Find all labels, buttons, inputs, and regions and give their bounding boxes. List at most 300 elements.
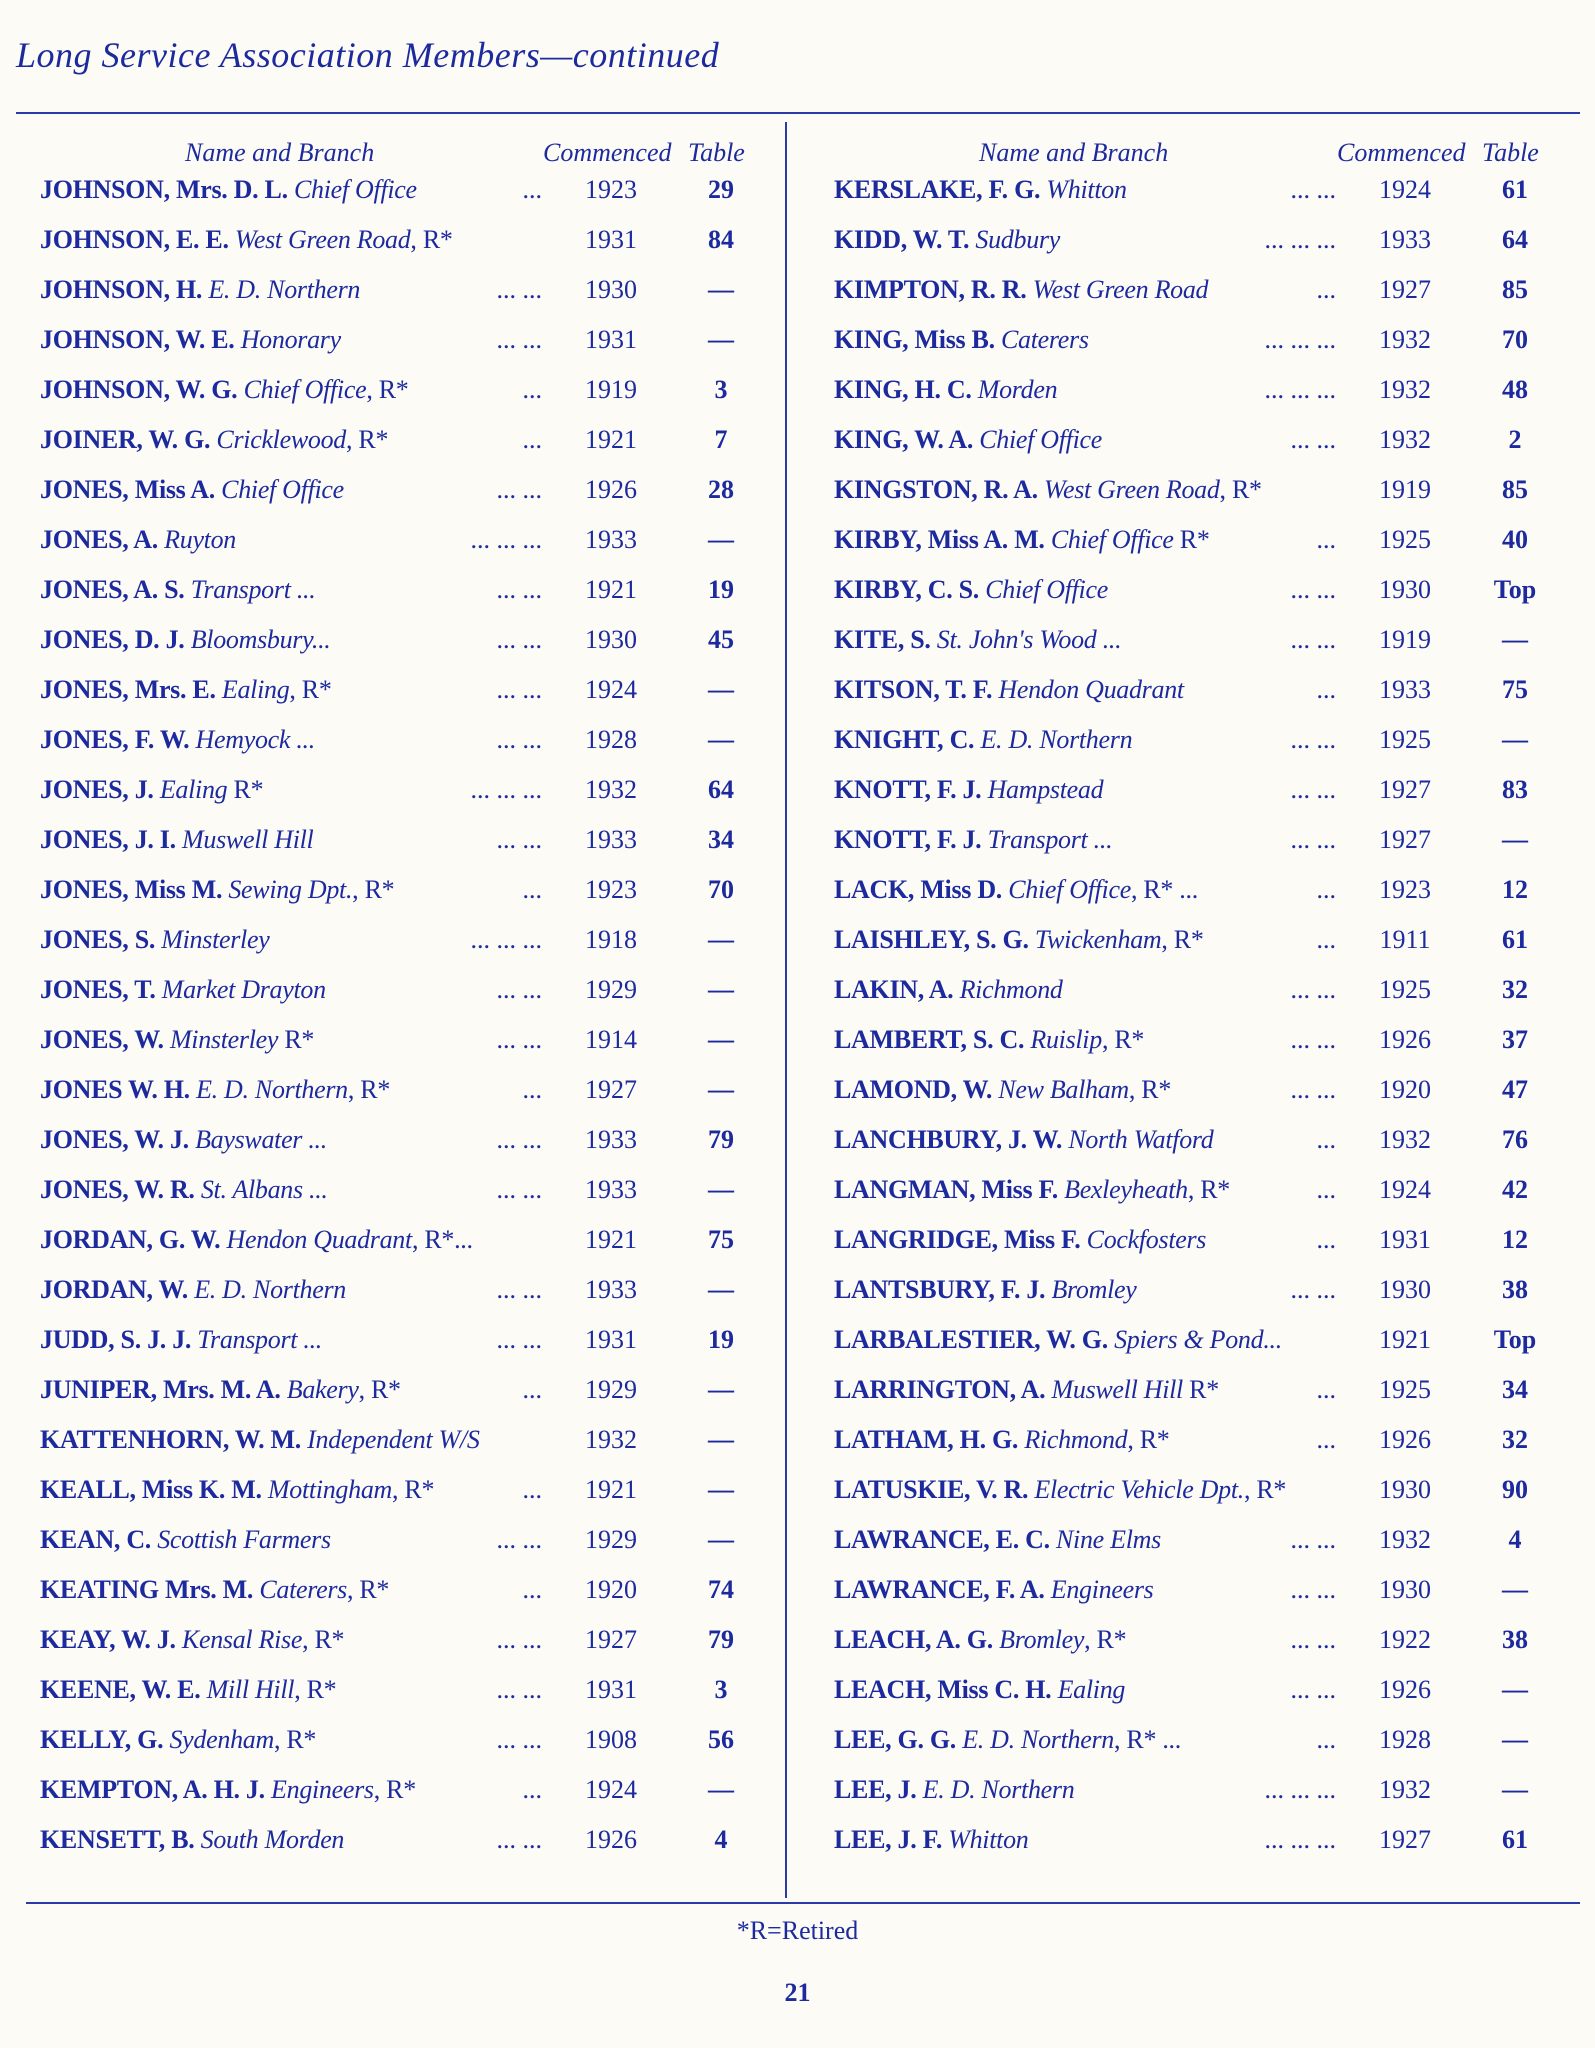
name-branch-cell [40,724,556,756]
table-number: 84 [708,225,734,254]
member-row [834,474,1574,524]
name-branch [834,424,1102,456]
member-name: KIDD, W. T. [834,225,970,254]
leader-dots: ... ... [496,1125,542,1154]
member-name: LAKIN, A. [834,975,954,1004]
name-branch-cell [834,1174,1350,1206]
year-commenced: 1930 [585,275,637,304]
retired-marker: , R* [392,1475,435,1504]
retired-marker: , R* [1161,925,1204,954]
leader-dots: ... [522,175,542,204]
member-name: KATTENHORN, W. M. [40,1425,301,1454]
table-number: 76 [1502,1125,1528,1154]
year-commenced: 1932 [1379,1775,1431,1804]
member-row [40,624,770,674]
member-row [834,674,1574,724]
name-branch [40,1274,346,1306]
table-number: — [1502,1725,1528,1754]
name-branch-cell [834,624,1350,656]
name-branch-cell [40,424,556,456]
retired-marker: , R* [273,1725,317,1754]
member-row [834,1724,1574,1774]
member-branch: Transport ... [197,1325,323,1354]
year-commenced: 1933 [585,1175,637,1204]
table-number: 32 [1502,1425,1528,1454]
leader-dots: ... ... ... [1264,225,1336,254]
member-branch: St. John's Wood ... [936,625,1122,654]
member-row [40,574,770,624]
name-branch [834,1224,1206,1256]
member-name: LEACH, Miss C. H. [834,1675,1052,1704]
member-row [40,1174,770,1224]
table-number: 38 [1502,1275,1528,1304]
name-branch-cell [40,924,556,956]
leader-dots: ... ... [1290,1675,1336,1704]
year-commenced: 1925 [1379,975,1431,1004]
member-name: LANGRIDGE, Miss F. [834,1225,1081,1254]
member-row [834,624,1574,674]
retired-marker: R* [227,775,264,804]
leader-dots: ... ... [496,1525,542,1554]
member-branch: North Watford [1068,1125,1214,1154]
name-branch [40,874,394,906]
year-commenced: 1930 [1379,1475,1431,1504]
member-name: JONES, F. W. [40,725,190,754]
year-commenced: 1927 [1379,275,1431,304]
member-branch: St. Albans ... [200,1175,328,1204]
retired-marker: , R* [294,1675,337,1704]
name-branch [40,574,315,606]
member-branch: Caterers [1001,325,1089,354]
member-branch: South Morden [200,1825,345,1854]
member-branch: Chief Office [243,375,367,404]
name-branch [40,524,236,556]
name-branch-cell [834,1374,1350,1406]
member-name: JONES, Miss M. [40,875,223,904]
year-commenced: 1931 [1379,1225,1431,1254]
header-table: Table [688,138,745,167]
retired-marker: , R* [373,1775,416,1804]
year-commenced: 1921 [585,575,637,604]
table-number: 85 [1502,475,1528,504]
member-branch: Ruyton [164,525,237,554]
name-branch [834,574,1108,606]
member-row [834,574,1574,624]
leader-dots: ... ... [1290,625,1336,654]
member-branch: Mottingham [267,1475,393,1504]
member-name: LANGMAN, Miss F. [834,1175,1058,1204]
table-number: 64 [708,775,734,804]
member-name: LAWRANCE, E. C. [834,1525,1050,1554]
year-commenced: 1919 [585,375,637,404]
year-commenced: 1933 [585,525,637,554]
name-branch [40,1174,328,1206]
retired-marker: , R* [302,1625,345,1654]
member-name: JUDD, S. J. J. [40,1325,192,1354]
name-branch-cell [834,1574,1350,1606]
table-number: 70 [708,875,734,904]
member-row [40,1674,770,1724]
member-name: JONES W. H. [40,1075,190,1104]
member-name: KITE, S. [834,625,931,654]
year-commenced: 1932 [1379,1525,1431,1554]
member-row [834,274,1574,324]
name-branch [40,924,269,956]
column-divider [785,122,787,1898]
table-number: 61 [1502,925,1528,954]
leader-dots: ... ... [496,1275,542,1304]
name-branch [40,1424,480,1456]
name-branch-cell [834,474,1350,506]
year-commenced: 1924 [585,675,637,704]
member-name: KNOTT, F. J. [834,825,982,854]
table-number: — [1502,625,1528,654]
name-branch [40,1724,316,1756]
retired-marker: , R* [358,1375,401,1404]
name-branch [40,1224,473,1256]
leader-dots: ... ... [496,1675,542,1704]
name-branch-cell [834,374,1350,406]
member-row [834,824,1574,874]
year-commenced: 1932 [585,1425,637,1454]
member-row [834,874,1574,924]
table-number: 45 [708,625,734,654]
name-branch-cell [40,1274,556,1306]
member-row [834,774,1574,824]
year-commenced: 1924 [585,1775,637,1804]
member-row [40,374,770,424]
member-branch: Chief Office [985,575,1108,604]
member-branch: Chief Office [221,475,344,504]
leader-dots: ... ... ... [1264,1775,1336,1804]
member-row [40,224,770,274]
table-number: 75 [1502,675,1528,704]
member-branch: Richmond [959,975,1063,1004]
member-branch: Caterers [259,1575,347,1604]
name-branch [40,1024,314,1056]
member-branch: Engineers [271,1775,374,1804]
member-row [834,1324,1574,1374]
name-branch [40,724,315,756]
name-branch-cell [834,174,1350,206]
retired-marker: , R* ... [1130,875,1198,904]
member-row [834,1274,1574,1324]
member-row [40,1574,770,1624]
name-branch [40,1624,344,1656]
name-branch-cell [834,1074,1350,1106]
name-branch-cell [40,1674,556,1706]
member-row [40,824,770,874]
member-branch: Honorary [240,325,341,354]
member-branch: Bromley [1051,1275,1137,1304]
name-branch-cell [40,674,556,706]
leader-dots: ... ... [496,1175,542,1204]
name-branch-cell [40,1724,556,1756]
leader-dots: ... [522,1075,542,1104]
member-name: LATUSKIE, V. R. [834,1475,1029,1504]
table-number: 47 [1502,1075,1528,1104]
member-name: KNIGHT, C. [834,725,975,754]
year-commenced: 1929 [585,975,637,1004]
year-commenced: 1927 [1379,775,1431,804]
member-name: JONES, W. [40,1025,164,1054]
member-row [834,724,1574,774]
name-branch-cell [834,874,1350,906]
member-name: LARRINGTON, A. [834,1375,1046,1404]
name-branch [40,624,331,656]
member-row [834,1474,1574,1524]
name-branch [40,824,313,856]
member-name: LAMBERT, S. C. [834,1025,1025,1054]
year-commenced: 1930 [1379,1575,1431,1604]
name-branch-cell [834,1024,1350,1056]
member-row [40,1524,770,1574]
name-branch-cell [834,1774,1350,1806]
year-commenced: 1931 [585,225,637,254]
name-branch-cell [834,1524,1350,1556]
name-branch-cell [40,1524,556,1556]
year-commenced: 1933 [585,825,637,854]
name-branch-cell [40,1224,556,1256]
retired-marker: , R* [366,375,409,404]
member-name: LARBALESTIER, W. G. [834,1325,1108,1354]
member-branch: West Green Road [1044,475,1220,504]
member-name: JONES, A. S. [40,575,185,604]
member-row [40,874,770,924]
member-branch: Sewing Dpt. [228,875,353,904]
retired-marker: , R* [1219,475,1262,504]
member-branch: Bloomsbury... [190,625,331,654]
member-row [40,1024,770,1074]
name-branch [40,474,344,506]
name-branch [834,1124,1213,1156]
member-row [40,924,770,974]
name-branch [834,1024,1144,1056]
member-name: JOHNSON, H. [40,275,203,304]
member-row [40,274,770,324]
table-number: 4 [1508,1525,1522,1554]
member-name: KINGSTON, R. A. [834,475,1038,504]
name-branch-cell [40,1374,556,1406]
member-branch: E. D. Northern [194,1275,346,1304]
member-name: LACK, Miss D. [834,875,1002,904]
leader-dots: ... [1316,525,1336,554]
member-row [40,1124,770,1174]
member-row [40,1824,770,1874]
year-commenced: 1926 [1379,1425,1431,1454]
name-branch-cell [834,524,1350,556]
leader-dots: ... ... [496,825,542,854]
table-number: 38 [1502,1625,1528,1654]
member-branch: Chief Office [979,425,1102,454]
leader-dots: ... ... [1290,575,1336,604]
table-number: 61 [1502,175,1528,204]
retired-marker: , R*... [411,1225,473,1254]
name-branch [834,1074,1171,1106]
table-number: 12 [1502,1225,1528,1254]
name-branch-cell [40,824,556,856]
name-branch-cell [834,1124,1350,1156]
page-title: Long Service Association Members—continued [16,35,720,75]
name-branch-cell [40,774,556,806]
member-name: JONES, Miss A. [40,475,215,504]
member-branch: Nine Elms [1056,1525,1161,1554]
leader-dots: ... [522,1775,542,1804]
leader-dots: ... [1316,1225,1336,1254]
name-branch-cell [40,274,556,306]
name-branch [40,1524,331,1556]
name-branch-cell [834,574,1350,606]
name-branch [40,1574,389,1606]
year-commenced: 1928 [585,725,637,754]
table-number: 32 [1502,975,1528,1004]
member-branch: Mill Hill [206,1675,295,1704]
leader-dots: ... ... [496,1325,542,1354]
member-name: JONES, A. [40,525,158,554]
table-number: — [708,1425,734,1454]
member-row [40,1274,770,1324]
column-header [40,138,770,174]
member-branch: Transport ... [190,575,316,604]
year-commenced: 1921 [585,1225,637,1254]
header-commenced: Commenced [1337,138,1466,167]
member-row [834,1524,1574,1574]
member-name: KIRBY, Miss A. M. [834,525,1045,554]
retired-marker: , R* [410,225,453,254]
name-branch [834,1574,1153,1606]
member-name: LEE, G. G. [834,1725,956,1754]
year-commenced: 1931 [585,325,637,354]
table-number: — [1502,1575,1528,1604]
name-branch-cell [834,224,1350,256]
year-commenced: 1926 [585,475,637,504]
table-number: — [708,1525,734,1554]
year-commenced: 1932 [1379,1125,1431,1154]
member-branch: West Green Road [234,225,411,254]
name-branch-cell [834,1624,1350,1656]
member-name: LEE, J. F. [834,1825,943,1854]
year-commenced: 1921 [585,425,637,454]
left-column [40,138,770,1874]
member-row [834,1424,1574,1474]
member-row [40,474,770,524]
year-commenced: 1918 [585,925,637,954]
member-name: LANTSBURY, F. J. [834,1275,1046,1304]
name-branch-cell [40,624,556,656]
name-branch-cell [834,1324,1350,1356]
year-commenced: 1919 [1379,625,1431,654]
table-number: 61 [1502,1825,1528,1854]
table-number: 19 [708,575,734,604]
name-branch-cell [834,724,1350,756]
member-row [40,1324,770,1374]
member-name: KING, H. C. [834,375,972,404]
member-branch: Sudbury [975,225,1060,254]
year-commenced: 1927 [585,1075,637,1104]
member-branch: Chief Office [294,175,417,204]
year-commenced: 1925 [1379,525,1431,554]
name-branch-cell [40,1174,556,1206]
member-branch: Hampstead [987,775,1104,804]
name-branch [834,524,1210,556]
year-commenced: 1931 [585,1675,637,1704]
year-commenced: 1921 [585,1475,637,1504]
retired-marker: R* [1182,1375,1219,1404]
member-branch: Muswell Hill [182,825,314,854]
table-number: 90 [1502,1475,1528,1504]
table-number: 12 [1502,875,1528,904]
member-branch: Engineers [1050,1575,1154,1604]
member-branch: Bayswater ... [195,1125,327,1154]
name-branch [834,924,1204,956]
name-branch [834,1524,1161,1556]
member-branch: Minsterley [161,925,270,954]
name-branch [834,1424,1170,1456]
member-row [40,424,770,474]
name-branch-cell [40,1624,556,1656]
member-name: KELLY, G. [40,1725,164,1754]
member-branch: Spiers & Pond... [1114,1325,1282,1354]
member-name: KIMPTON, R. R. [834,275,1027,304]
year-commenced: 1932 [585,775,637,804]
leader-dots: ... [1316,1725,1336,1754]
table-number: — [708,1025,734,1054]
name-branch [834,674,1184,706]
name-branch-cell [40,1324,556,1356]
member-branch: Whitton [1046,175,1127,204]
member-row [40,1724,770,1774]
member-row [40,674,770,724]
name-branch-cell [40,1574,556,1606]
year-commenced: 1914 [585,1025,637,1054]
member-name: LEE, J. [834,1775,917,1804]
table-number: — [708,1775,734,1804]
member-branch: Ealing [221,675,290,704]
name-branch [834,224,1060,256]
year-commenced: 1925 [1379,725,1431,754]
member-branch: Ealing [159,775,228,804]
leader-dots: ... ... [496,625,542,654]
name-branch [834,1324,1282,1356]
header-name-branch: Name and Branch [185,138,375,167]
year-commenced: 1920 [1379,1075,1431,1104]
name-branch [834,324,1089,356]
table-number: 2 [1508,425,1522,454]
retired-marker: R* [278,1025,315,1054]
member-name: JONES, W. R. [40,1175,195,1204]
member-branch: Ealing [1057,1675,1126,1704]
member-branch: Chief Office [1050,525,1174,554]
member-branch: West Green Road [1032,275,1209,304]
year-commenced: 1921 [1379,1325,1431,1354]
member-list [40,174,770,1874]
member-branch: Sydenham [169,1725,274,1754]
retired-marker: , R* [347,1075,391,1104]
name-branch [40,324,341,356]
year-commenced: 1927 [1379,1825,1431,1854]
leader-dots: ... ... [1290,1025,1336,1054]
member-branch: E. D. Northern [980,725,1133,754]
member-row [834,324,1574,374]
name-branch-cell [834,274,1350,306]
year-commenced: 1919 [1379,475,1431,504]
leader-dots: ... [1316,275,1336,304]
retired-marker: , R* ... [1114,1725,1181,1754]
top-rule [16,112,1580,114]
member-name: JONES, S. [40,925,156,954]
table-number: 85 [1502,275,1528,304]
table-number: 29 [708,175,734,204]
